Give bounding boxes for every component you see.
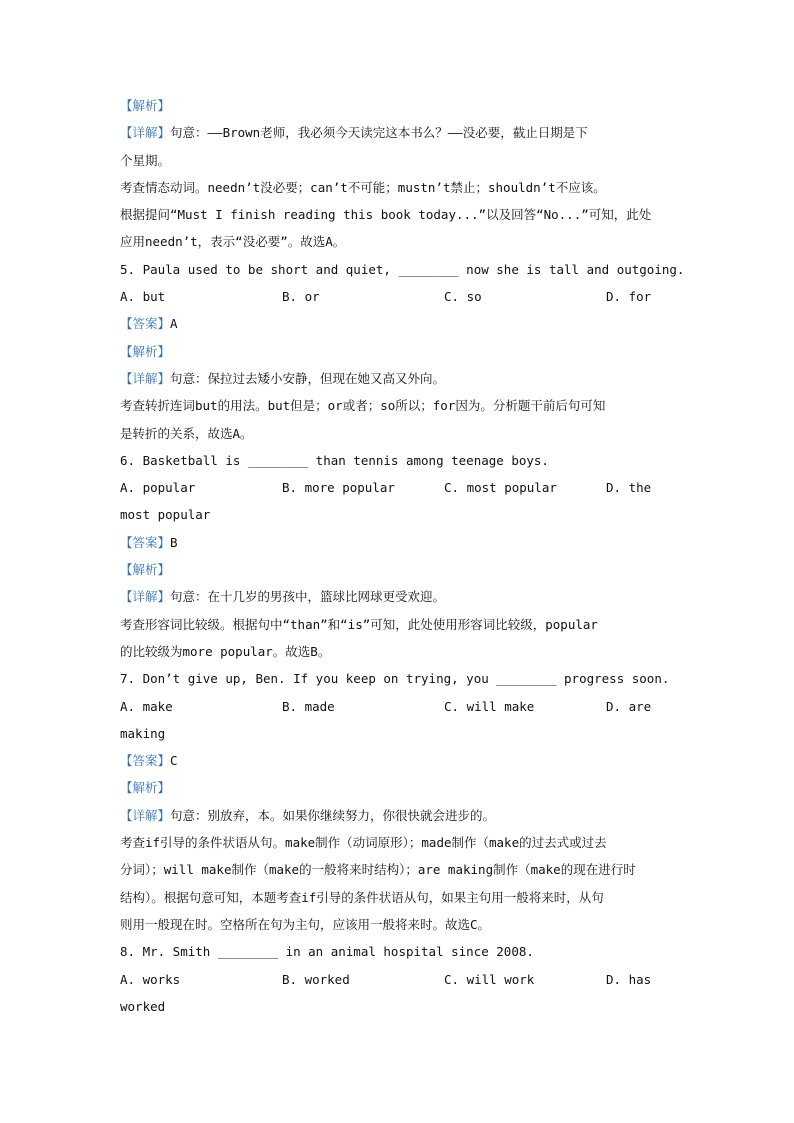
answer-line <box>120 310 680 337</box>
options-row <box>120 966 680 993</box>
explanation-line: 考查if引导的条件状语从句。make制作（动词原形）；made制作（make的过去式或过去 <box>120 835 607 851</box>
option-a: A. but <box>120 289 166 305</box>
answer-value: A <box>170 316 178 332</box>
detail-line <box>120 365 680 392</box>
detail-line <box>120 802 680 829</box>
section-tag-analysis <box>120 556 680 583</box>
answer-value: C <box>170 753 178 769</box>
analysis-tag: 【解析】 <box>120 343 171 359</box>
detail-text: 句意：保拉过去矮小安静，但现在她又高又外向。 <box>170 370 446 386</box>
explanation-line: 应用needn’t，表示“没必要”。故选A。 <box>120 234 346 250</box>
answer-tag: 【答案】 <box>120 316 171 332</box>
answer-tag: 【答案】 <box>120 753 171 769</box>
detail-text: 句意：在十几岁的男孩中，篮球比网球更受欢迎。 <box>170 589 446 605</box>
detail-line <box>120 119 680 146</box>
option-b: B. or <box>282 289 320 305</box>
option-a: A. make <box>120 698 173 714</box>
question-stem: 8. Mr. Smith ________ in an animal hospital since 2008. <box>120 944 534 960</box>
options-row <box>120 474 680 501</box>
analysis-tag: 【解析】 <box>120 562 171 578</box>
option-c: C. will make <box>444 698 535 714</box>
option-c: C. will work <box>444 971 535 987</box>
option-wrap: most popular <box>120 507 211 523</box>
answer-tag: 【答案】 <box>120 534 171 550</box>
explanation-line: 则用一般现在时。空格所在句为主句，应该用一般将来时。故选C。 <box>120 916 491 932</box>
answer-line <box>120 529 680 556</box>
question-stem: 6. Basketball is ________ than tennis among teenage boys. <box>120 452 549 468</box>
explanation-line: 考查情态动词。needn’t没必要；can’t不可能；mustn’t禁止；shouldn’t不应该。 <box>120 179 606 195</box>
document-page <box>120 92 685 1020</box>
option-d: D. are <box>606 698 652 714</box>
option-d: D. has <box>606 971 652 987</box>
section-tag-analysis <box>120 338 680 365</box>
explanation-line: 结构）。根据句意可知，本题考查if引导的条件状语从句，如果主句用一般将来时，从句 <box>120 889 604 905</box>
explanation-line: 考查形容词比较级。根据句中“than”和“is”可知，此处使用形容词比较级，popular <box>120 616 598 632</box>
section-tag-analysis <box>120 774 680 801</box>
options-row <box>120 283 680 310</box>
option-a: A. popular <box>120 480 196 496</box>
explanation-line: 是转折的关系，故选A。 <box>120 425 253 441</box>
option-b: B. worked <box>282 971 350 987</box>
detail-line-cont: 个星期。 <box>120 152 171 168</box>
explanation-line: 根据提问“Must I finish reading this book today...”以及回答“No...”可知，此处 <box>120 207 652 223</box>
option-wrap: making <box>120 725 166 741</box>
detail-line <box>120 583 680 610</box>
explanation-line: 分词）；will make制作（make的一般将来时结构）；are making制作（make的现在进行时 <box>120 862 636 878</box>
option-a: A. works <box>120 971 181 987</box>
detail-tag: 【详解】 <box>120 807 171 823</box>
detail-tag: 【详解】 <box>120 125 171 141</box>
detail-text: 句意：——Brown老师，我必须今天读完这本书么？——没必要，截止日期是下 <box>170 125 588 141</box>
explanation-line: 的比较级为more popular。故选B。 <box>120 643 331 659</box>
option-c: C. so <box>444 289 482 305</box>
explanation-line: 考查转折连词but的用法。but但是；or或者；so所以；for因为。分析题干前后句可知 <box>120 398 606 414</box>
option-c: C. most popular <box>444 480 557 496</box>
section-tag-analysis <box>120 92 680 119</box>
option-b: B. made <box>282 698 335 714</box>
detail-tag: 【详解】 <box>120 589 171 605</box>
option-b: B. more popular <box>282 480 395 496</box>
answer-line <box>120 747 680 774</box>
question-stem: 7. Don’t give up, Ben. If you keep on trying, you ________ progress soon. <box>120 671 670 687</box>
option-d: D. for <box>606 289 652 305</box>
detail-tag: 【详解】 <box>120 370 171 386</box>
detail-text: 句意：别放弃，本。如果你继续努力，你很快就会进步的。 <box>170 807 496 823</box>
analysis-tag: 【解析】 <box>120 780 171 796</box>
option-d: D. the <box>606 480 652 496</box>
analysis-tag: 【解析】 <box>120 98 171 113</box>
question-stem: 5. Paula used to be short and quiet, ________ now she is tall and outgoing. <box>120 261 685 277</box>
option-wrap: worked <box>120 998 166 1014</box>
answer-value: B <box>170 534 178 550</box>
options-row <box>120 693 680 720</box>
